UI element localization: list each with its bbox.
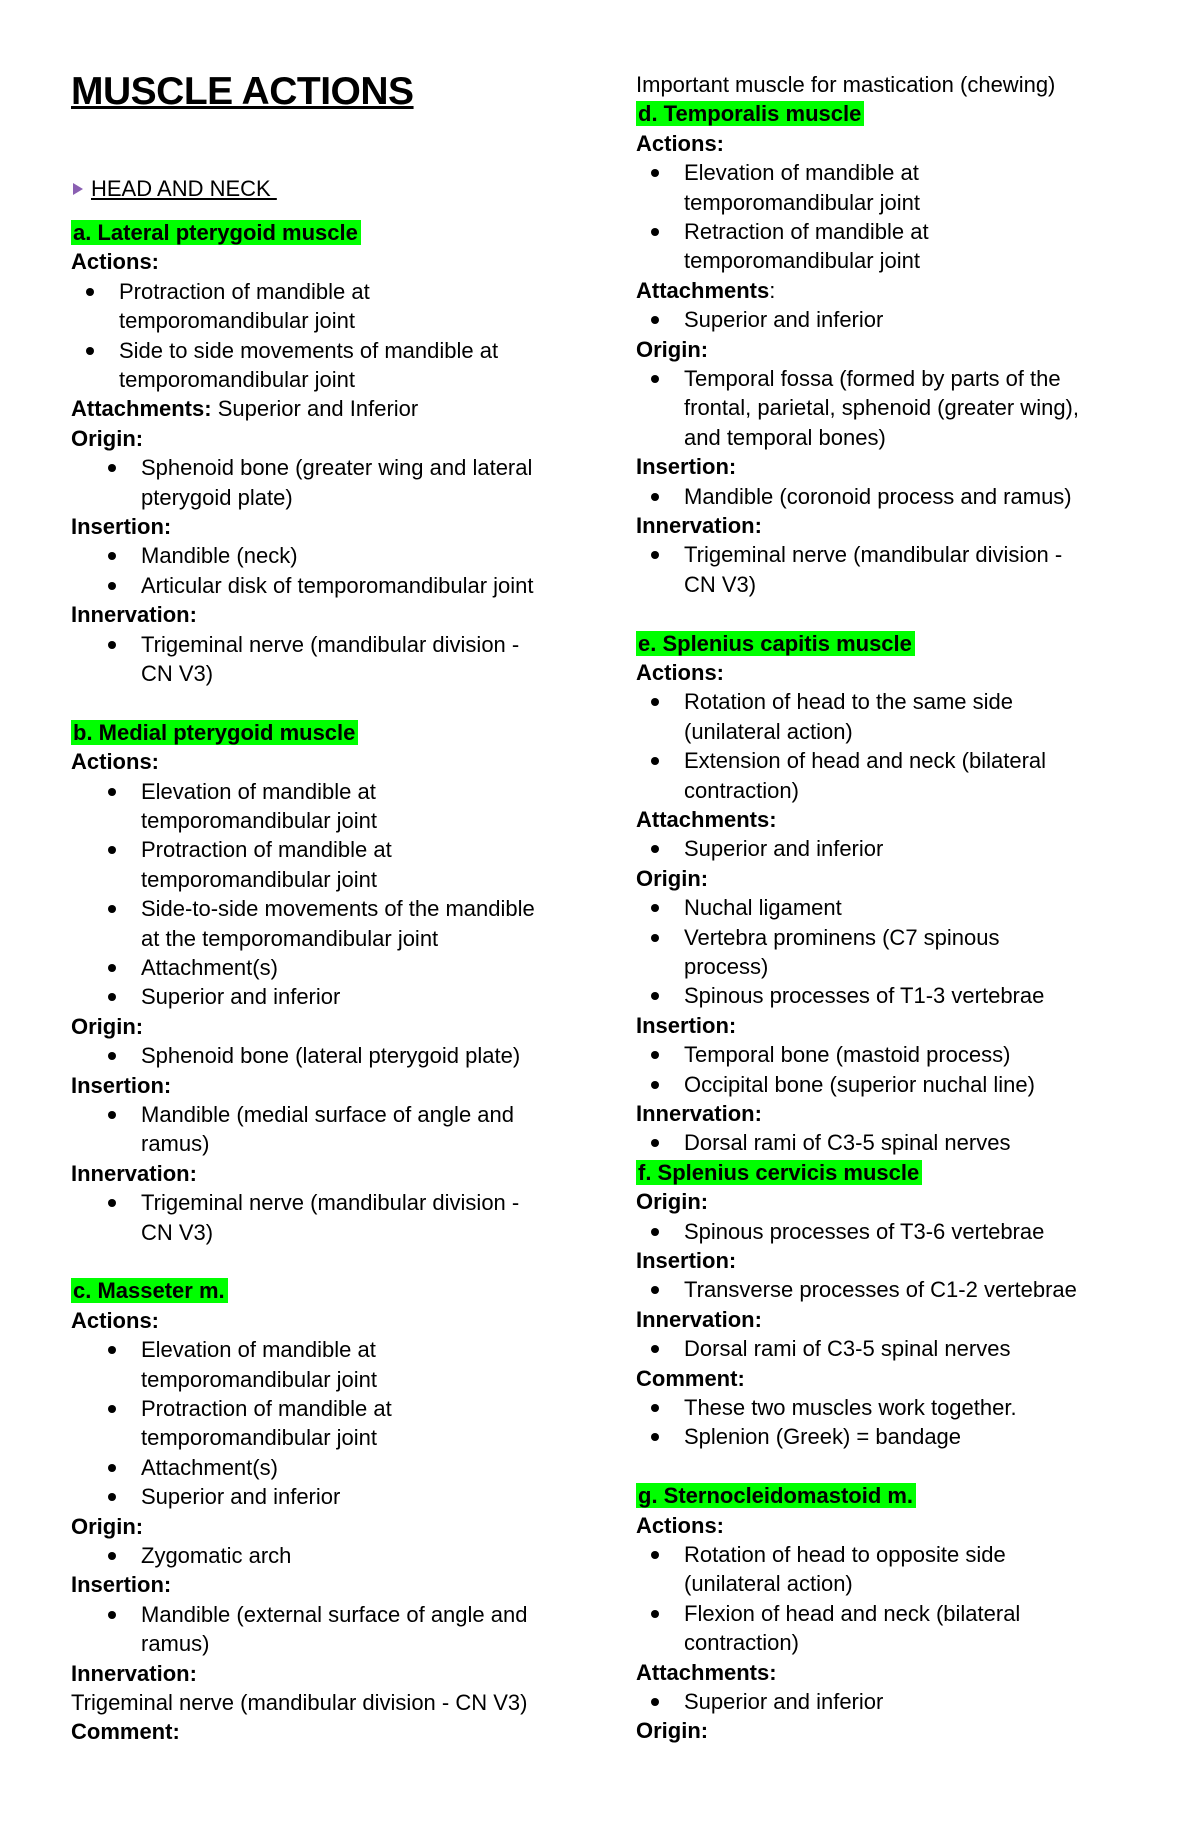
bullet-item	[636, 1687, 883, 1716]
field-label: Actions:	[71, 1307, 159, 1333]
bullet-item	[636, 923, 1000, 952]
muscle-heading-label: d. Temporalis muscle	[636, 101, 864, 126]
field-label: Actions:	[71, 249, 159, 275]
bullet-continuation: at the temporomandibular joint	[141, 925, 439, 951]
bullet-continuation: and temporal bones)	[684, 424, 886, 450]
bullet-dot-icon	[108, 1346, 116, 1354]
bullet-item-text: Side to side movements of mandible at	[119, 337, 499, 363]
paragraph-line: Important muscle for mastication (chewing)	[636, 72, 1056, 97]
field-label: Origin:	[636, 1718, 709, 1744]
bullet-item-text: Splenion (Greek) = bandage	[684, 1424, 962, 1450]
bullet-item-text: Occipital bone (superior nuchal line)	[684, 1071, 1035, 1097]
bullet-item-text: Spinous processes of T3-6 vertebrae	[684, 1218, 1045, 1244]
field-label-text: Attachments:	[71, 396, 212, 422]
bullet-item-text: Elevation of mandible at	[141, 778, 376, 804]
bullet-item-text: Rotation of head to the same side	[684, 689, 1013, 715]
muscle-heading	[71, 218, 361, 247]
bullet-dot-icon	[108, 1111, 116, 1119]
bullet-dot-icon	[651, 757, 659, 765]
bullet-item-text: Superior and inferior	[141, 984, 341, 1010]
muscle-heading	[636, 99, 864, 128]
bullet-item	[636, 1217, 1044, 1246]
bullet-item-text: Mandible (coronoid process and ramus)	[684, 483, 1072, 509]
bullet-continuation: temporomandibular joint	[119, 308, 356, 334]
muscle-heading-label: f. Splenius cervicis muscle	[636, 1160, 922, 1185]
bullet-item	[71, 630, 519, 659]
bullet-item	[71, 571, 534, 600]
bullet-item	[636, 1334, 1010, 1363]
bullet-dot-icon	[108, 1052, 116, 1060]
field-label: Origin:	[636, 1189, 709, 1215]
bullet-item-text: Protraction of mandible at	[141, 837, 392, 863]
bullet-item	[636, 1070, 1035, 1099]
field-label: Innervation:	[71, 602, 197, 628]
bullet-dot-icon	[651, 1081, 659, 1089]
bullet-continuation: frontal, parietal, sphenoid (greater wing),	[684, 395, 1079, 421]
bullet-dot-icon	[108, 846, 116, 854]
bullet-dot-icon	[651, 1433, 659, 1441]
bullet-dot-icon	[651, 1610, 659, 1618]
bullet-item	[636, 1393, 1017, 1422]
bullet-item	[71, 541, 298, 570]
bullet-item	[71, 1394, 392, 1423]
bullet-dot-icon	[651, 169, 659, 177]
bullet-continuation: process)	[684, 954, 769, 979]
muscle-heading	[636, 1481, 916, 1510]
bullet-item	[71, 1541, 291, 1570]
field-label: Origin:	[71, 1513, 144, 1539]
bullet-dot-icon	[108, 1611, 116, 1619]
bullet-item-text: Flexion of head and neck (bilateral	[684, 1600, 1021, 1626]
bullet-item-text: Elevation of mandible at	[684, 160, 919, 186]
bullet-item	[636, 1422, 961, 1451]
bullet-continuation: temporomandibular joint	[684, 189, 921, 215]
bullet-dot-icon	[651, 845, 659, 853]
bullet-item-text: Mandible (external surface of angle and	[141, 1601, 528, 1627]
bullet-continuation: temporomandibular joint	[684, 248, 921, 274]
field-label: Attachments:	[636, 807, 777, 832]
bullet-item	[71, 1041, 520, 1070]
bullet-dot-icon	[108, 1464, 116, 1472]
bullet-dot-icon	[108, 993, 116, 1001]
field-label: Insertion:	[71, 514, 172, 539]
field-label: Origin:	[71, 1013, 144, 1039]
bullet-item-text: Retraction of mandible at	[684, 219, 929, 244]
field-label: Origin:	[71, 425, 144, 451]
muscle-heading-label: c. Masseter m.	[71, 1278, 228, 1303]
bullet-item-text: Mandible (neck)	[141, 543, 298, 569]
bullet-item	[636, 364, 1061, 393]
bullet-item	[71, 1100, 514, 1129]
bullet-item-text: Superior and inferior	[684, 1689, 884, 1714]
bullet-item-text: Rotation of head to opposite side	[684, 1542, 1006, 1567]
bullet-dot-icon	[108, 641, 116, 649]
bullet-dot-icon	[108, 964, 116, 972]
bullet-item	[636, 746, 1046, 775]
bullet-item-text: Vertebra prominens (C7 spinous	[684, 924, 1000, 950]
bullet-dot-icon	[651, 1551, 659, 1559]
bullet-continuation: temporomandibular joint	[141, 808, 378, 833]
bullet-item-text: Articular disk of temporomandibular joint	[141, 572, 534, 598]
bullet-item-text: Protraction of mandible at	[141, 1396, 392, 1421]
field-label: Actions:	[636, 130, 724, 156]
bullet-continuation: temporomandibular joint	[141, 866, 378, 892]
muscle-heading	[71, 718, 358, 747]
bullet-item	[71, 894, 535, 923]
bullet-item	[636, 834, 883, 863]
bullet-item	[71, 953, 278, 982]
bullet-dot-icon	[651, 1698, 659, 1706]
bullet-item-text: Superior and inferior	[684, 836, 884, 862]
bullet-continuation: contraction)	[684, 1630, 799, 1656]
bullet-item-text: Elevation of mandible at	[141, 1337, 376, 1363]
field-value: :	[769, 277, 776, 303]
bullet-dot-icon	[651, 698, 659, 706]
paragraph-line: Trigeminal nerve (mandibular division - CN V3)	[71, 1690, 528, 1715]
field-label: Innervation:	[636, 1306, 762, 1332]
bullet-item	[636, 893, 842, 922]
field-label: Insertion:	[636, 454, 737, 480]
bullet-dot-icon	[108, 582, 116, 590]
bullet-dot-icon	[86, 288, 94, 296]
bullet-item-text: Side-to-side movements of the mandible	[141, 896, 535, 922]
bullet-item-text: Temporal bone (mastoid process)	[684, 1042, 1011, 1068]
bullet-dot-icon	[651, 1139, 659, 1147]
bullet-dot-icon	[651, 1404, 659, 1412]
bullet-dot-icon	[108, 788, 116, 796]
bullet-item	[71, 982, 340, 1011]
bullet-item-text: Nuchal ligament	[684, 895, 842, 921]
field-label: Insertion:	[71, 1572, 172, 1598]
bullet-dot-icon	[108, 552, 116, 560]
arrow-bullet-icon	[73, 183, 83, 195]
bullet-item	[71, 1453, 278, 1482]
bullet-item-text: Transverse processes of C1-2 vertebrae	[684, 1277, 1077, 1303]
muscle-heading-label: e. Splenius capitis muscle	[636, 631, 915, 656]
bullet-item-text: Temporal fossa (formed by parts of the	[684, 366, 1061, 391]
bullet-item-text: Dorsal rami of C3-5 spinal nerves	[684, 1130, 1011, 1156]
bullet-continuation: pterygoid plate)	[141, 484, 293, 510]
bullet-item	[71, 336, 498, 365]
field-label: Insertion:	[71, 1072, 172, 1098]
bullet-item	[636, 981, 1044, 1010]
bullet-item-text: Protraction of mandible at	[119, 278, 370, 304]
bullet-item	[636, 687, 1013, 716]
bullet-item	[636, 1599, 1020, 1628]
field-label: Innervation:	[636, 1101, 762, 1126]
bullet-item-text: Dorsal rami of C3-5 spinal nerves	[684, 1336, 1011, 1362]
bullet-item	[636, 1540, 1006, 1569]
field-value: Superior and Inferior	[211, 396, 419, 422]
bullet-dot-icon	[651, 934, 659, 942]
bullet-item-text: Attachment(s)	[141, 955, 278, 980]
muscle-heading-label: g. Sternocleidomastoid m.	[636, 1483, 916, 1508]
bullet-item-text: Zygomatic arch	[141, 1543, 292, 1568]
bullet-item	[636, 305, 883, 334]
bullet-dot-icon	[651, 904, 659, 912]
field-label: Insertion:	[636, 1012, 737, 1038]
section-heading	[71, 176, 277, 202]
bullet-dot-icon	[108, 1552, 116, 1560]
field-label: Innervation:	[71, 1160, 197, 1186]
field-label: Comment:	[71, 1719, 180, 1745]
bullet-continuation: CN V3)	[684, 571, 757, 597]
bullet-item	[71, 1188, 519, 1217]
bullet-item	[636, 217, 929, 246]
bullet-continuation: ramus)	[141, 1131, 210, 1157]
bullet-item-text: Sphenoid bone (greater wing and lateral	[141, 455, 533, 481]
bullet-item-text: Attachment(s)	[141, 1454, 278, 1480]
bullet-continuation: CN V3)	[141, 1219, 214, 1245]
bullet-continuation: temporomandibular joint	[141, 1366, 378, 1392]
bullet-dot-icon	[108, 1405, 116, 1413]
bullet-item-text: Trigeminal nerve (mandibular division -	[141, 631, 520, 657]
bullet-continuation: temporomandibular joint	[119, 367, 356, 392]
bullet-item	[71, 453, 532, 482]
bullet-dot-icon	[651, 228, 659, 236]
bullet-item	[71, 835, 392, 864]
bullet-continuation: CN V3)	[141, 661, 214, 686]
bullet-item	[71, 1600, 527, 1629]
bullet-item	[71, 777, 376, 806]
bullet-item	[636, 1040, 1010, 1069]
bullet-item	[636, 158, 919, 187]
field-label: Origin:	[636, 865, 709, 891]
bullet-item	[71, 1482, 340, 1511]
bullet-dot-icon	[651, 375, 659, 383]
bullet-continuation: (unilateral action)	[684, 1571, 853, 1597]
bullet-dot-icon	[651, 1228, 659, 1236]
field-label: Actions:	[636, 660, 724, 685]
bullet-item-text: Extension of head and neck (bilateral	[684, 748, 1047, 774]
bullet-dot-icon	[108, 464, 116, 472]
bullet-dot-icon	[108, 1493, 116, 1501]
field-label: Actions:	[636, 1512, 724, 1538]
bullet-item-text: Superior and inferior	[141, 1484, 341, 1510]
bullet-item	[636, 1275, 1077, 1304]
bullet-item-text: Spinous processes of T1-3 vertebrae	[684, 983, 1045, 1009]
bullet-item	[636, 1128, 1010, 1157]
bullet-dot-icon	[651, 992, 659, 1000]
bullet-dot-icon	[651, 1051, 659, 1059]
field-label-text: Attachments	[636, 277, 770, 303]
bullet-continuation: contraction)	[684, 777, 799, 803]
field-label: Innervation:	[71, 1660, 197, 1686]
bullet-item-text: Trigeminal nerve (mandibular division -	[684, 542, 1063, 568]
muscle-heading	[636, 629, 915, 658]
bullet-continuation: ramus)	[141, 1631, 210, 1657]
bullet-dot-icon	[651, 1345, 659, 1353]
field-label: Innervation:	[636, 513, 762, 538]
bullet-dot-icon	[651, 1286, 659, 1294]
section-heading-label: HEAD AND NECK	[91, 176, 277, 201]
field-label: Insertion:	[636, 1248, 737, 1273]
bullet-dot-icon	[86, 347, 94, 355]
bullet-item	[636, 540, 1062, 569]
bullet-item	[71, 277, 370, 306]
bullet-item-text: Mandible (medial surface of angle and	[141, 1102, 515, 1127]
bullet-item-text: These two muscles work together.	[684, 1395, 1017, 1420]
bullet-dot-icon	[651, 316, 659, 324]
bullet-item	[636, 482, 1072, 511]
bullet-continuation: temporomandibular joint	[141, 1425, 378, 1451]
bullet-dot-icon	[651, 551, 659, 559]
bullet-item-text: Sphenoid bone (lateral pterygoid plate)	[141, 1043, 521, 1069]
field-label: Attachments:	[636, 1659, 777, 1685]
bullet-dot-icon	[108, 1199, 116, 1207]
bullet-item-text: Superior and inferior	[684, 307, 884, 333]
field-label	[71, 394, 418, 423]
muscle-heading-label: a. Lateral pterygoid muscle	[71, 220, 361, 245]
muscle-heading	[636, 1158, 922, 1187]
muscle-heading	[71, 1276, 228, 1305]
bullet-dot-icon	[108, 905, 116, 913]
bullet-item	[71, 1335, 376, 1364]
muscle-heading-label: b. Medial pterygoid muscle	[71, 720, 358, 745]
page-title: MUSCLE ACTIONS	[71, 70, 414, 113]
field-label: Actions:	[71, 749, 159, 775]
field-label	[636, 276, 775, 305]
field-label: Comment:	[636, 1365, 745, 1391]
bullet-dot-icon	[651, 493, 659, 501]
field-label: Origin:	[636, 336, 709, 362]
bullet-continuation: (unilateral action)	[684, 718, 853, 744]
bullet-item-text: Trigeminal nerve (mandibular division -	[141, 1190, 520, 1216]
